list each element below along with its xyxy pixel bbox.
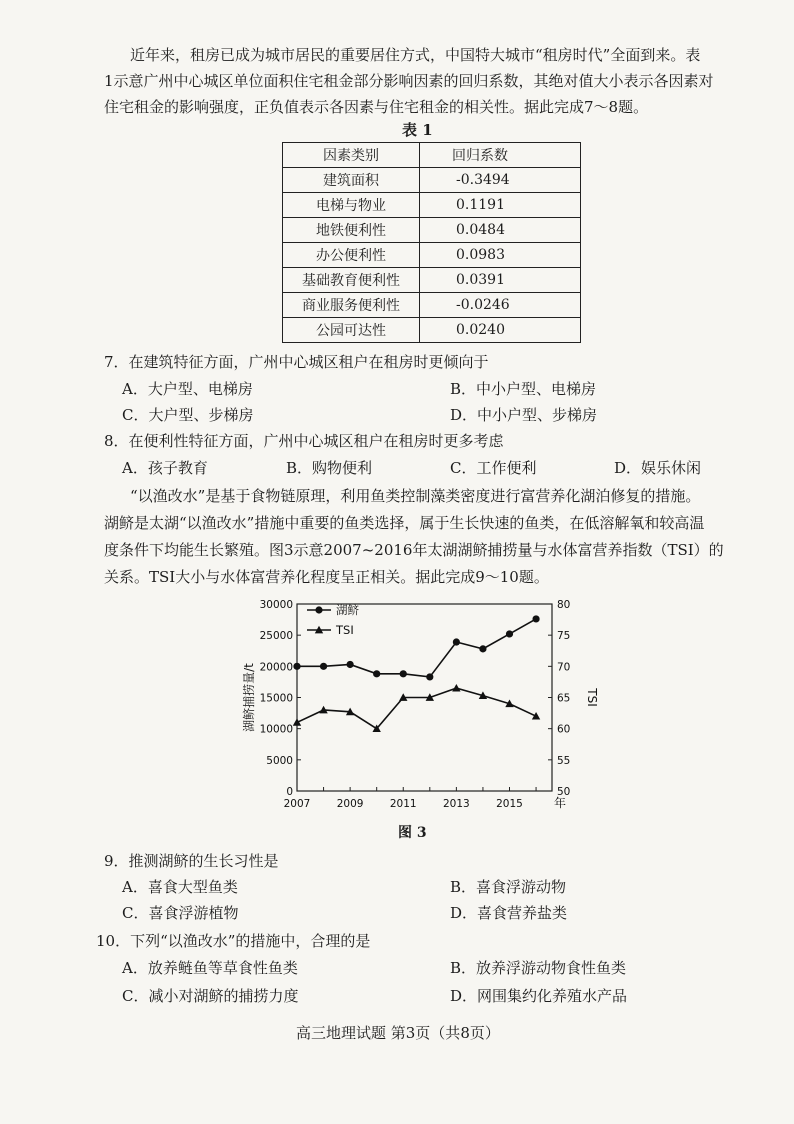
y-right-axis-label: TSI	[585, 688, 599, 707]
page-footer: 高三地理试题 第3页（共8页）	[296, 1024, 500, 1042]
y-left-tick-label: 10000	[259, 723, 293, 736]
table-row	[283, 268, 581, 293]
y-left-tick-label: 30000	[259, 599, 293, 611]
tsi-point	[532, 712, 540, 720]
y-left-tick-label: 0	[286, 786, 293, 798]
hulu-point	[293, 663, 300, 670]
q8-option-b[interactable]: B．购物便利	[286, 459, 373, 477]
y-left-tick-label: 15000	[259, 692, 293, 705]
y-right-tick-label: 80	[557, 599, 571, 611]
table-cell: 0.0983	[420, 243, 581, 268]
q8-option-d[interactable]: D．娱乐休闲	[614, 459, 702, 477]
table-cell: -0.0246	[420, 293, 581, 318]
q7-option-c[interactable]: C．大户型、步梯房	[122, 406, 254, 424]
q7-option-b[interactable]: B．中小户型、电梯房	[450, 380, 597, 398]
q10-option-a[interactable]: A．放养鲢鱼等草食性鱼类	[122, 959, 298, 977]
table-row	[283, 168, 581, 193]
q7-option-d[interactable]: D．中小户型、步梯房	[450, 406, 598, 424]
intro1-line3: 住宅租金的影响强度，正负值表示各因素与住宅租金的相关性。据此完成7～8题。	[104, 98, 649, 116]
q7-option-a[interactable]: A．大户型、电梯房	[122, 380, 253, 398]
table-row	[283, 243, 581, 268]
intro2-line3: 度条件下均能生长繁殖。图3示意2007~2016年太湖湖鲚捕捞量与水体富营养指数（TSI）的	[104, 541, 724, 559]
table-cell: 公园可达性	[283, 318, 420, 343]
x-tick-label: 2013	[443, 798, 470, 810]
tsi-point	[452, 684, 460, 692]
figure3-caption: 图 3	[398, 825, 427, 841]
table-header-coef: 回归系数	[420, 143, 581, 168]
y-left-tick-label: 20000	[259, 661, 293, 674]
series-line-hulu	[297, 619, 536, 677]
hulu-point	[479, 645, 486, 652]
figure3-chart	[240, 592, 600, 824]
table-row	[283, 318, 581, 343]
hulu-point	[347, 661, 354, 668]
y-left-axis-label: 湖鲚捕捞量/t	[242, 663, 256, 732]
q9-option-b[interactable]: B．喜食浮游动物	[450, 878, 567, 896]
q9-option-a[interactable]: A．喜食大型鱼类	[122, 878, 238, 896]
table1	[282, 142, 581, 343]
table-cell: 0.0484	[420, 218, 581, 243]
q7-stem: 7．在建筑特征方面，广州中心城区租户在租房时更倾向于	[104, 353, 489, 371]
q10-option-c[interactable]: C．减小对湖鲚的捕捞力度	[122, 987, 299, 1005]
q9-stem: 9．推测湖鲚的生长习性是	[104, 852, 279, 870]
q10-option-b[interactable]: B．放养浮游动物食性鱼类	[450, 959, 627, 977]
hulu-point	[453, 638, 460, 645]
y-right-tick-label: 65	[557, 692, 571, 705]
x-axis-label: 年	[554, 796, 567, 810]
q8-stem: 8．在便利性特征方面，广州中心城区租户在租房时更多考虑	[104, 432, 504, 450]
y-right-tick-label: 75	[557, 630, 571, 643]
intro1-line1: 近年来，租房已成为城市居民的重要居住方式，中国特大城市“租房时代”全面到来。表	[130, 46, 701, 64]
series-line-tsi	[297, 688, 536, 729]
q8-option-c[interactable]: C．工作便利	[450, 459, 537, 477]
q9-option-d[interactable]: D．喜食营养盐类	[450, 904, 568, 922]
intro1-line2: 1示意广州中心城区单位面积住宅租金部分影响因素的回归系数，其绝对值大小表示各因素对	[104, 72, 714, 90]
table-row	[283, 293, 581, 318]
x-tick-label: 2011	[389, 798, 417, 810]
q9-option-c[interactable]: C．喜食浮游植物	[122, 904, 239, 922]
table-cell: -0.3494	[420, 168, 581, 193]
tsi-point	[293, 718, 301, 726]
table-header-row	[283, 143, 581, 168]
table-cell: 办公便利性	[283, 243, 420, 268]
legend-marker	[315, 606, 322, 613]
table-cell: 电梯与物业	[283, 193, 420, 218]
q8-option-a[interactable]: A．孩子教育	[122, 459, 208, 477]
x-tick-label: 2009	[336, 798, 364, 810]
x-tick-label: 2007	[283, 798, 311, 810]
table-cell: 0.1191	[420, 193, 581, 218]
intro2-line4: 关系。TSI大小与水体富营养化程度呈正相关。据此完成9～10题。	[104, 568, 549, 586]
hulu-point	[320, 663, 327, 670]
table-cell: 建筑面积	[283, 168, 420, 193]
table-cell: 商业服务便利性	[283, 293, 420, 318]
table-row	[283, 218, 581, 243]
y-left-tick-label: 5000	[266, 754, 293, 767]
y-right-tick-label: 70	[557, 661, 571, 674]
legend-label: TSI	[336, 623, 354, 637]
y-right-tick-label: 60	[557, 723, 571, 736]
hulu-point	[373, 670, 380, 677]
y-right-tick-label: 50	[557, 786, 571, 798]
intro2-line2: 湖鲚是太湖“以渔改水”措施中重要的鱼类选择，属于生长快速的鱼类，在低溶解氧和较高温	[104, 514, 705, 532]
q10-option-d[interactable]: D．网围集约化养殖水产品	[450, 987, 628, 1005]
y-left-tick-label: 25000	[259, 630, 293, 643]
table-cell: 基础教育便利性	[283, 268, 420, 293]
hulu-point	[532, 615, 539, 622]
table-cell: 地铁便利性	[283, 218, 420, 243]
q10-stem: 10．下列“以渔改水”的措施中，合理的是	[96, 932, 371, 950]
x-tick-label: 2015	[496, 798, 523, 810]
table-cell: 0.0240	[420, 318, 581, 343]
hulu-point	[400, 670, 407, 677]
legend-label: 湖鲚	[336, 603, 359, 617]
hulu-point	[426, 673, 433, 680]
table-header-factor: 因素类别	[283, 143, 420, 168]
hulu-point	[506, 630, 513, 637]
y-right-tick-label: 55	[557, 754, 571, 767]
table-row	[283, 193, 581, 218]
intro2-line1: “以渔改水”是基于食物链原理，利用鱼类控制藻类密度进行富营养化湖泊修复的措施。	[130, 487, 701, 505]
table-cell: 0.0391	[420, 268, 581, 293]
table1-caption: 表 1	[402, 121, 433, 139]
